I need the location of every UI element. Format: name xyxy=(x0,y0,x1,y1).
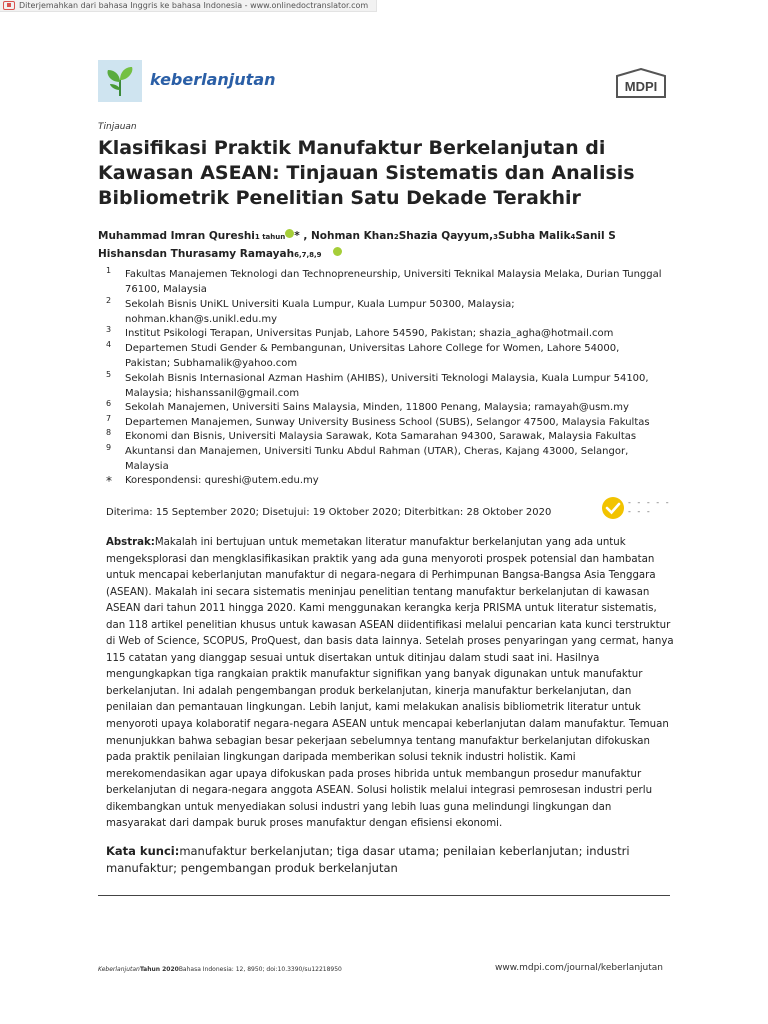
mdpi-logo-mark xyxy=(614,68,668,98)
author-list xyxy=(98,228,658,264)
footer-url[interactable]: www.mdpi.com/journal/keberlanjutan xyxy=(495,963,663,973)
footer-journal: Keberlanjutan xyxy=(98,966,140,973)
mdpi-logo xyxy=(614,68,668,98)
affiliation-number: 4 xyxy=(106,340,112,349)
publication-dates: Diterima: 15 September 2020; Disetujui: 19 Oktober 2020; Diterbitkan: 28 Oktober 2020 xyxy=(106,507,552,518)
leaf-sprout-icon xyxy=(98,60,142,102)
affiliation-text: Departemen Studi Gender & Pembangunan, Universitas Lahore College for Women, Lahore 54000, Pakistan; Subhamalik@yahoo.com xyxy=(125,343,620,369)
paper-title: Klasifikasi Praktik Manufaktur Berkelanjutan di Kawasan ASEAN: Tinjauan Sistematis dan Analisis Bibliometrik Penelitian Satu Dekade Terakhir xyxy=(98,137,635,209)
journal-name: keberlanjutan xyxy=(150,70,276,89)
author-name[interactable]: Shazia Qayyum, xyxy=(398,230,494,242)
author-affil-sup: 2 xyxy=(393,233,399,241)
affiliation-text: Akuntansi dan Manajemen, Universiti Tunku Abdul Rahman (UTAR), Cheras, Kajang 43000, Selangor, Malaysia xyxy=(125,446,629,472)
affiliation-text: Departemen Manajemen, Sunway University Business School (SUBS), Selangor 47500, Malaysia Fakultas xyxy=(125,417,650,428)
author-affil-sup: 3 xyxy=(493,233,498,241)
author-affil-sup: 6,7,8,9 xyxy=(294,251,322,259)
affiliation-text: Sekolah Bisnis Internasional Azman Hashim (AHIBS), Universiti Teknologi Malaysia, Kuala Lumpur 54100, Malaysia; hishanssanil@gmail.com xyxy=(125,373,649,399)
abstract-text: Makalah ini bertujuan untuk memetakan literatur manufaktur berkelanjutan yang ada untuk mengeksplorasi dan mengklasifikasikan praktik yang ada guna menyoroti prospek potensial dan hambatan untuk mencapai keberlanjutan manufaktur di negara-negara di Perhimpunan Bangsa-Bangsa Asia Tenggara (ASEAN). Makalah ini secara sistematis meninjau penelitian tentang manufaktur berkelanjutan di kawasan ASEAN dari tahun 2011 hingga 2020. Kami menggunakan kerangka kerja PRISMA untuk literatur sistematis, dan 118 artikel penelitian khusus untuk kawasan ASEAN diidentifikasi melalui pencarian kata kunci terstruktur di Web of Science, SCOPUS, ProQuest, dan basis data lainnya. Setelah proses penyaringan yang cermat, hanya 115 catatan yang dianggap sesuai untuk disertakan untuk ditinjau dalam studi saat ini. Hasilnya mengungkapkan tiga rangkaian praktik manufaktur signifikan yang banyak digunakan untuk manufaktur berkelanjutan. Ini adalah pengembangan produk berkelanjutan, kinerja manufaktur berkelanjutan, dan penilaian dan pemantauan lingkungan. Lebih lanjut, kami melakukan analisis bibliometrik literatur untuk menyoroti upaya kolaboratif negara-negara ASEAN untuk mencapai keberlanjutan dalam manufaktur. Temuan menunjukkan bahwa sebagian besar pekerjaan sebelumnya tentang manufaktur berkelanjutan difokuskan pada praktik penilaian lingkungan daripada memberikan solusi teknik industri holistik. Kami merekomendasikan agar upaya difokuskan pada proses hibrida untuk membangun prosedur manufaktur berkelanjutan di negara-negara anggota ASEAN. Solusi holistik melalui integrasi pemrosesan industri perlu dikembangkan untuk menyediakan solusi industri yang lebih luas guna melindungi lingkungan dan masyarakat dari dampak buruk proses manufaktur dengan efisiensi ekonomi. xyxy=(106,537,674,830)
author-name[interactable]: dan Thurasamy Ramayah xyxy=(144,248,295,260)
affiliation-number: 6 xyxy=(106,399,112,408)
corresponding-mark: * , xyxy=(294,230,312,242)
keywords-text: manufaktur berkelanjutan; tiga dasar utama; penilaian keberlanjutan; industri manufaktur; pengembangan produk berkelanjutan xyxy=(106,844,630,875)
keywords-label: Kata kunci: xyxy=(106,844,180,858)
section-divider xyxy=(98,895,670,896)
footer-volume: Bahasa Indonesia: 12, 8950; doi:10.3390/su12218950 xyxy=(178,966,342,973)
translation-banner-text[interactable]: Diterjemahkan dari bahasa Inggris ke bahasa Indonesia - www.onlinedoctranslator.com xyxy=(19,1,369,10)
affiliation-number: 7 xyxy=(106,414,112,423)
abstract xyxy=(106,535,674,833)
mdpi-logo-text: MDPI xyxy=(624,79,658,94)
affiliation-text: Institut Psikologi Terapan, Universitas Punjab, Lahore 54590, Pakistan; shazia_agha@hotmail.com xyxy=(125,328,614,339)
journal-logo xyxy=(98,60,142,102)
affiliation-text: Fakultas Manajemen Teknologi dan Technopreneurship, Universiti Teknikal Malaysia Melaka, Durian Tunggal 76100, Malaysia xyxy=(125,269,662,295)
article-type: Tinjauan xyxy=(98,122,137,132)
pdf-icon xyxy=(3,1,15,10)
orcid-icon[interactable] xyxy=(285,229,294,238)
affiliation-number: 9 xyxy=(106,443,112,452)
check-updates-line: - - - xyxy=(628,507,652,516)
author-name[interactable]: Nohman Khan xyxy=(311,230,394,242)
affiliation-number: 3 xyxy=(106,325,112,334)
affiliation-number: 2 xyxy=(106,296,112,305)
affiliation-text: Sekolah Manajemen, Universiti Sains Malaysia, Minden, 11800 Penang, Malaysia; ramayah@usm.my xyxy=(125,402,629,413)
check-updates-line: - - - - - xyxy=(628,498,671,507)
affiliation-number: 5 xyxy=(106,370,112,379)
footer-citation xyxy=(98,966,342,973)
check-updates-label xyxy=(628,498,671,516)
affiliation-text: Ekonomi dan Bisnis, Universiti Malaysia Sarawak, Kota Samarahan 94300, Sarawak, Malaysia Fakultas xyxy=(125,431,637,442)
correspondence-text: Korespondensi: qureshi@utem.edu.my xyxy=(125,475,319,486)
author-affil-sup: 1 tahun xyxy=(254,233,286,241)
affiliation-text: Sekolah Bisnis UniKL Universiti Kuala Lumpur, Kuala Lumpur 50300, Malaysia; nohman.khan@s.unikl.edu.my xyxy=(125,299,515,325)
affiliation-number: 1 xyxy=(106,266,112,275)
author-name[interactable]: Sanil S Hishans xyxy=(98,230,616,260)
footer-year: Tahun 2020 xyxy=(139,966,179,973)
author-affil-sup: 4 xyxy=(570,233,576,241)
keywords xyxy=(106,843,676,877)
orcid-icon[interactable] xyxy=(333,247,342,256)
affiliation-number: 8 xyxy=(106,428,112,437)
abstract-label: Abstrak: xyxy=(106,537,155,548)
check-for-updates-badge[interactable] xyxy=(601,496,625,520)
affiliation-number: * xyxy=(106,474,112,488)
check-updates-icon xyxy=(601,496,625,520)
author-name[interactable]: Muhammad Imran Qureshi xyxy=(98,230,255,242)
translation-banner xyxy=(0,0,377,12)
author-name[interactable]: Subha Malik xyxy=(497,230,571,242)
